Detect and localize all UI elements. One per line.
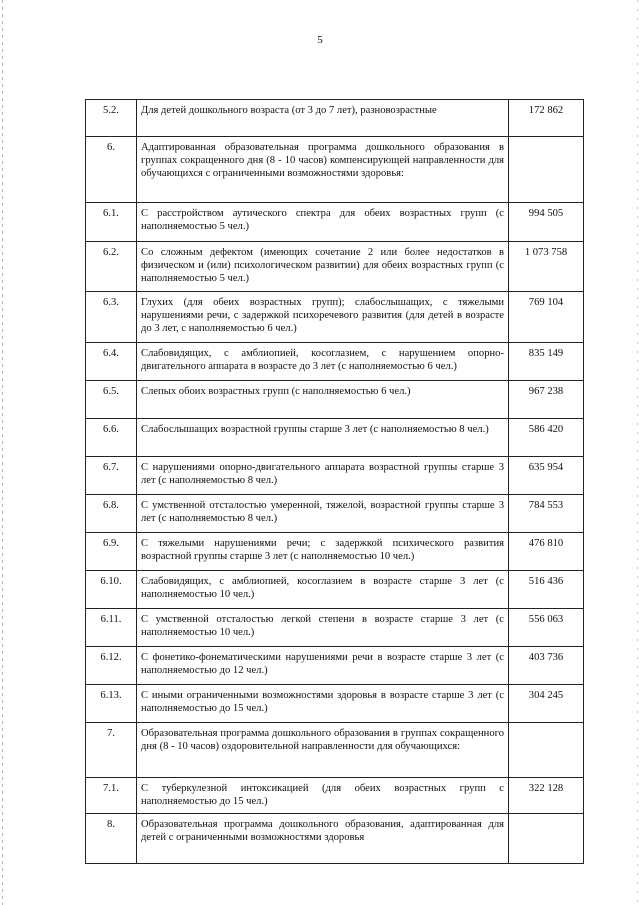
row-description: С умственной отсталостью умеренной, тяжелой, возрастной группы старше 3 лет (с наполняемостью 8 чел.) bbox=[137, 495, 509, 533]
row-description: Слабослышащих возрастной группы старше 3 лет (с наполняемостью 8 чел.) bbox=[137, 419, 509, 457]
row-value: 1 073 758 bbox=[509, 242, 584, 292]
table-row bbox=[86, 647, 584, 685]
row-value: 586 420 bbox=[509, 419, 584, 457]
row-number: 6. bbox=[86, 137, 137, 203]
row-value: 635 954 bbox=[509, 457, 584, 495]
table-row bbox=[86, 203, 584, 242]
row-value bbox=[509, 723, 584, 778]
table-row bbox=[86, 137, 584, 203]
row-value: 516 436 bbox=[509, 571, 584, 609]
row-description: Образовательная программа дошкольного образования в группах сокращенного дня (8 - 10 часов) оздоровительной направленности для обучающихся: bbox=[137, 723, 509, 778]
row-value: 304 245 bbox=[509, 685, 584, 723]
table-row bbox=[86, 778, 584, 814]
table-row bbox=[86, 292, 584, 343]
row-description: Глухих (для обеих возрастных групп); слабослышащих, с тяжелыми нарушениями речи, с задержкой психоречевого развития (для детей в возрасте до 3 лет, с наполняемостью 6 чел.) bbox=[137, 292, 509, 343]
row-description: С тяжелыми нарушениями речи; с задержкой психического развития возрастной группы старше 3 лет (с наполняемостью 10 чел.) bbox=[137, 533, 509, 571]
row-number: 8. bbox=[86, 814, 137, 864]
table-row bbox=[86, 381, 584, 419]
row-number: 6.11. bbox=[86, 609, 137, 647]
row-number: 6.5. bbox=[86, 381, 137, 419]
row-number: 7. bbox=[86, 723, 137, 778]
row-value: 172 862 bbox=[509, 100, 584, 137]
row-value bbox=[509, 814, 584, 864]
row-number: 6.2. bbox=[86, 242, 137, 292]
table-row bbox=[86, 419, 584, 457]
tariff-table bbox=[85, 99, 584, 864]
table-row bbox=[86, 533, 584, 571]
row-description: С расстройством аутического спектра для обеих возрастных групп (с наполняемостью 5 чел.) bbox=[137, 203, 509, 242]
table-row bbox=[86, 571, 584, 609]
row-description: Слабовидящих, с амблиопией, косоглазием, с нарушением опорно-двигательного аппарата в возрасте до 3 лет (с наполняемостью 6 чел.) bbox=[137, 343, 509, 381]
scan-edge-right bbox=[637, 0, 638, 905]
row-value: 967 238 bbox=[509, 381, 584, 419]
row-value: 784 553 bbox=[509, 495, 584, 533]
row-description: Слепых обоих возрастных групп (с наполняемостью 6 чел.) bbox=[137, 381, 509, 419]
row-description: С иными ограниченными возможностями здоровья в возрасте старше 3 лет (с наполняемостью до 15 чел.) bbox=[137, 685, 509, 723]
table-row bbox=[86, 609, 584, 647]
row-value: 835 149 bbox=[509, 343, 584, 381]
row-value: 322 128 bbox=[509, 778, 584, 814]
row-description: С умственной отсталостью легкой степени в возрасте старше 3 лет (с наполняемостью 10 чел.) bbox=[137, 609, 509, 647]
row-description: С фонетико-фонематическими нарушениями речи в возрасте старше 3 лет (с наполняемостью до 12 чел.) bbox=[137, 647, 509, 685]
table-row bbox=[86, 343, 584, 381]
row-number: 7.1. bbox=[86, 778, 137, 814]
row-description: Образовательная программа дошкольного образования, адаптированная для детей с ограниченными возможностями здоровья bbox=[137, 814, 509, 864]
table-row bbox=[86, 685, 584, 723]
row-number: 5.2. bbox=[86, 100, 137, 137]
table-row bbox=[86, 100, 584, 137]
row-number: 6.6. bbox=[86, 419, 137, 457]
page-number: 5 bbox=[317, 34, 323, 46]
row-number: 6.4. bbox=[86, 343, 137, 381]
table-row bbox=[86, 814, 584, 864]
table-body bbox=[86, 100, 584, 864]
row-number: 6.13. bbox=[86, 685, 137, 723]
row-value: 769 104 bbox=[509, 292, 584, 343]
row-value bbox=[509, 137, 584, 203]
row-description: Со сложным дефектом (имеющих сочетание 2 или более недостатков в физическом и (или) психологическом развитии) для обеих возрастных групп (с наполняемостью 5 чел.) bbox=[137, 242, 509, 292]
row-description: Слабовидящих, с амблиопией, косоглазием в возрасте старше 3 лет (с наполняемостью 10 чел.) bbox=[137, 571, 509, 609]
row-value: 556 063 bbox=[509, 609, 584, 647]
row-description: С нарушениями опорно-двигательного аппарата возрастной группы старше 3 лет (с наполняемостью 8 чел.) bbox=[137, 457, 509, 495]
row-number: 6.8. bbox=[86, 495, 137, 533]
row-number: 6.3. bbox=[86, 292, 137, 343]
row-description: Адаптированная образовательная программа дошкольного образования в группах сокращенного дня (8 - 10 часов) компенсирующей направленности для обучающихся с ограниченными возможностями здоровья: bbox=[137, 137, 509, 203]
table-row bbox=[86, 457, 584, 495]
row-value: 403 736 bbox=[509, 647, 584, 685]
row-description: Для детей дошкольного возраста (от 3 до 7 лет), разновозрастные bbox=[137, 100, 509, 137]
table-row bbox=[86, 242, 584, 292]
row-number: 6.12. bbox=[86, 647, 137, 685]
row-number: 6.9. bbox=[86, 533, 137, 571]
row-value: 994 505 bbox=[509, 203, 584, 242]
scan-edge-left bbox=[2, 0, 3, 905]
row-value: 476 810 bbox=[509, 533, 584, 571]
row-number: 6.7. bbox=[86, 457, 137, 495]
row-number: 6.1. bbox=[86, 203, 137, 242]
row-number: 6.10. bbox=[86, 571, 137, 609]
table-row bbox=[86, 495, 584, 533]
table-row bbox=[86, 723, 584, 778]
row-description: С туберкулезной интоксикацией (для обеих возрастных групп с наполняемостью до 15 чел.) bbox=[137, 778, 509, 814]
